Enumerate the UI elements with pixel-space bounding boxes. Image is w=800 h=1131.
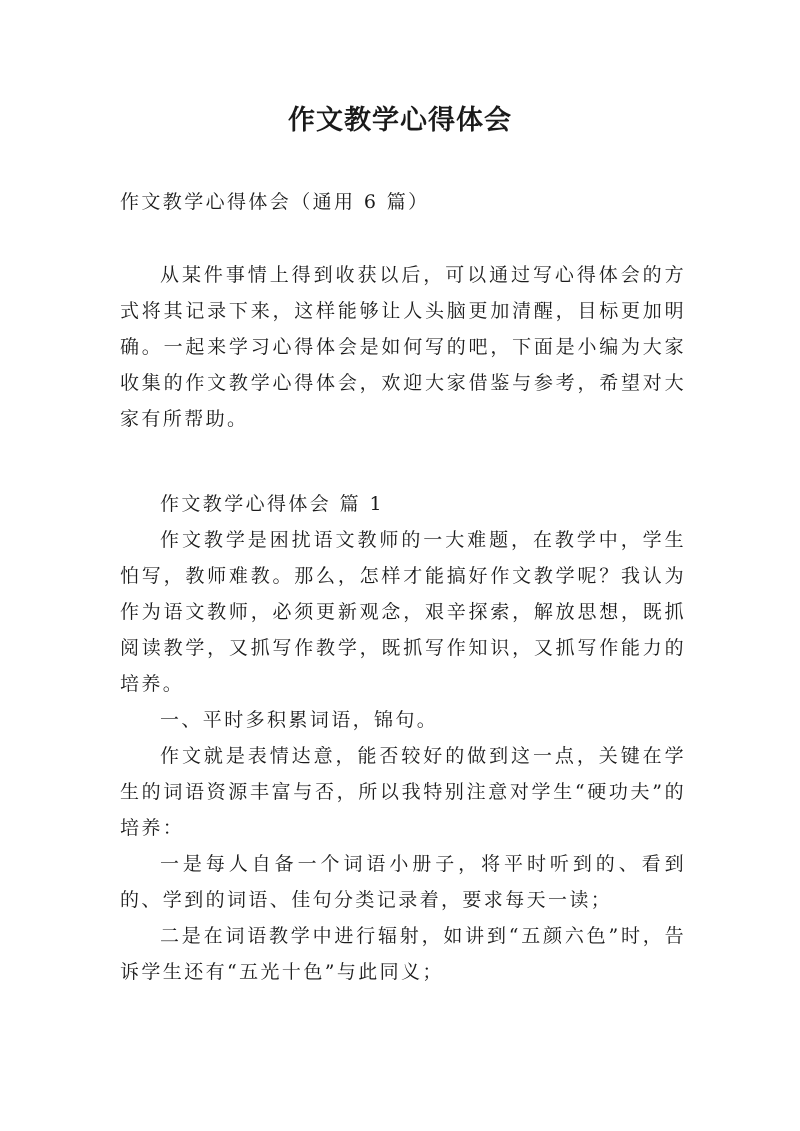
paragraph: 一是每人自备一个词语小册子，将平时听到的、看到的、学到的词语、佳句分类记录着，要求每天一读； [120,853,686,911]
intro-paragraph: 从某件事情上得到收获以后，可以通过写心得体会的方式将其记录下来，这样能够让人头脑更加清醒，目标更加明确。一起来学习心得体会是如何写的吧，下面是小编为大家收集的作文教学心得体会，欢迎大家借鉴与参考，希望对大家有所帮助。 [120,264,686,430]
section-heading: 作文教学心得体会 篇 1 [160,493,384,515]
paragraph: 一、平时多积累词语，锦句。 [160,709,439,731]
document-subtitle: 作文教学心得体会（通用 6 篇） [120,191,430,213]
paragraph: 二是在词语教学中进行辐射，如讲到“五颜六色”时，告诉学生还有“五光十色”与此同义； [120,925,686,983]
section-content [120,522,686,990]
document-title: 作文教学心得体会 [288,105,512,136]
paragraph: 作文教学是困扰语文教师的一大难题，在教学中，学生怕写，教师难教。那么，怎样才能搞好作文教学呢？我认为作为语文教师，必须更新观念，艰辛探索，解放思想，既抓阅读教学，又抓写作教学，既抓写作知识，又抓写作能力的培养。 [120,529,686,695]
paragraph: 作文就是表情达意，能否较好的做到这一点，关键在学生的词语资源丰富与否，所以我特别注意对学生“硬功夫”的培养： [120,745,686,839]
